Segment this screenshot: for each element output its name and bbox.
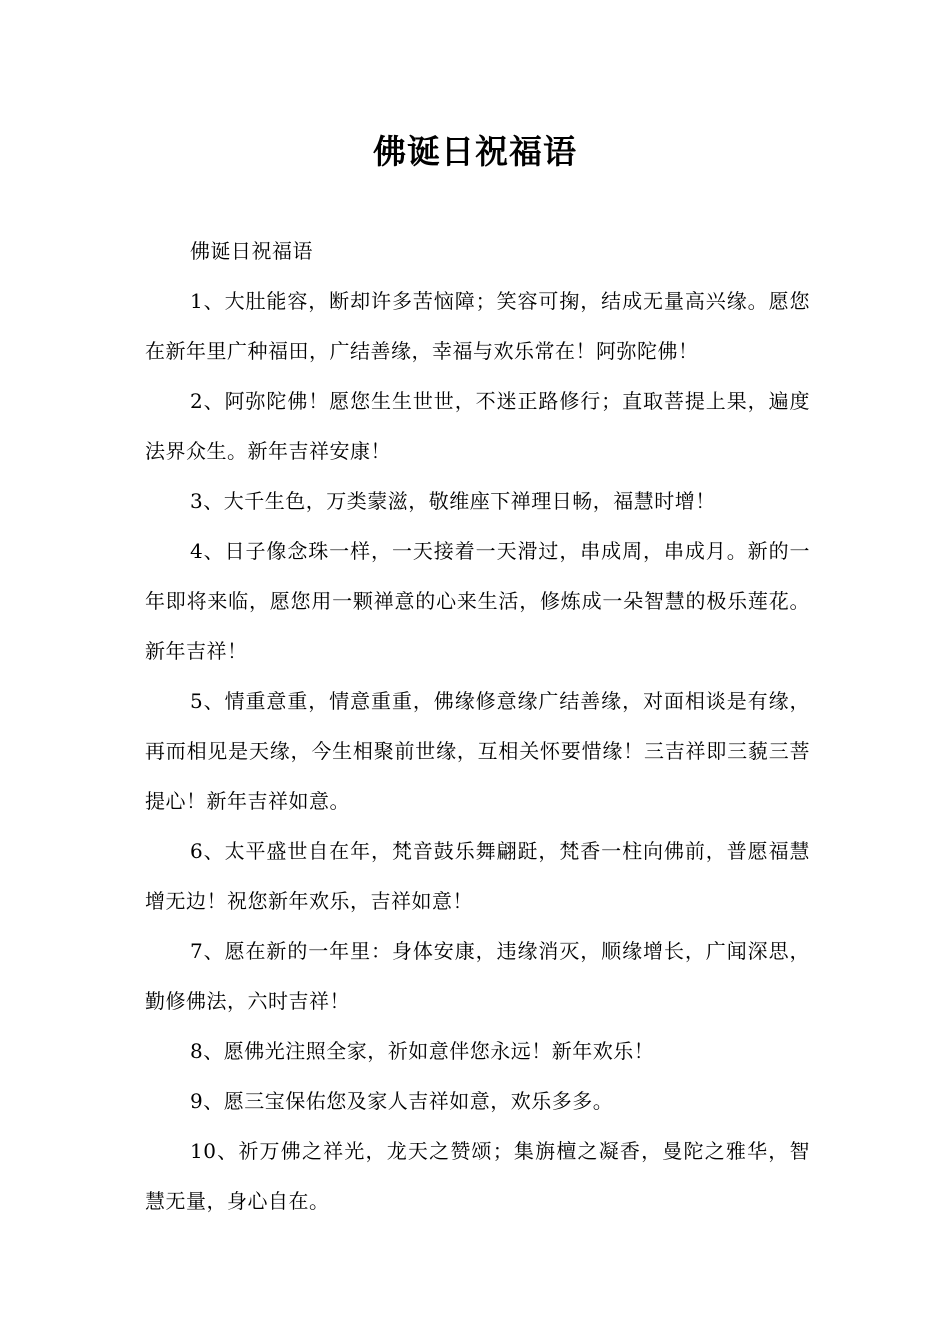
paragraph-3: 3、大千生色，万类蒙滋，敬维座下禅理日畅，福慧时增！ bbox=[190, 489, 716, 513]
paragraph-subtitle: 佛诞日祝福语 bbox=[190, 239, 313, 263]
paragraph-6: 6、太平盛世自在年，梵音鼓乐舞翩跹，梵香一柱向佛前，普愿福慧增无边！祝您新年欢乐，吉祥如意！ bbox=[145, 839, 810, 913]
paragraph-2: 2、阿弥陀佛！愿您生生世世，不迷正路修行；直取菩提上果，遍度法界众生。新年吉祥安康！ bbox=[145, 389, 810, 463]
paragraph-1: 1、大肚能容，断却许多苦恼障；笑容可掬，结成无量高兴缘。愿您在新年里广种福田，广结善缘，幸福与欢乐常在！阿弥陀佛！ bbox=[145, 289, 810, 363]
document-title: 佛诞日祝福语 bbox=[373, 132, 577, 171]
paragraph-10: 10、祈万佛之祥光，龙天之赞颂；集旃檀之凝香，曼陀之雅华，智慧无量，身心自在。 bbox=[145, 1139, 810, 1213]
document-body bbox=[145, 226, 810, 1226]
paragraph-9: 9、愿三宝保佑您及家人吉祥如意，欢乐多多。 bbox=[190, 1089, 614, 1113]
paragraph-7: 7、愿在新的一年里：身体安康，违缘消灭，顺缘增长，广闻深思，勤修佛法，六时吉祥！ bbox=[145, 939, 810, 1013]
paragraph-5: 5、情重意重，情意重重，佛缘修意缘广结善缘，对面相谈是有缘，再而相见是天缘，今生相聚前世缘，互相关怀要惜缘！三吉祥即三藐三菩提心！新年吉祥如意。 bbox=[145, 689, 810, 813]
paragraph-4: 4、日子像念珠一样，一天接着一天滑过，串成周，串成月。新的一年即将来临，愿您用一颗禅意的心来生活，修炼成一朵智慧的极乐莲花。新年吉祥！ bbox=[145, 539, 810, 663]
paragraph-8: 8、愿佛光注照全家，祈如意伴您永远！新年欢乐！ bbox=[190, 1039, 655, 1063]
